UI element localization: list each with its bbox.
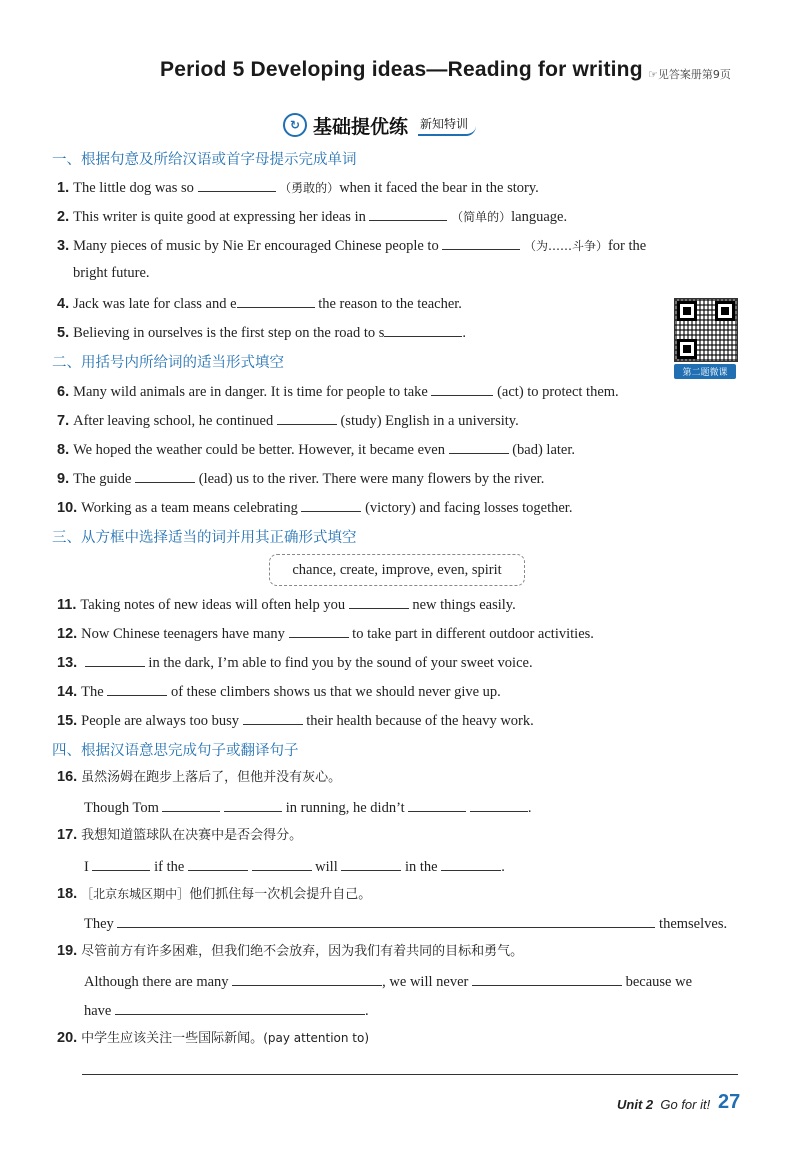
question-11: 11. Taking notes of new ideas will often help you new things easily. (57, 594, 516, 614)
question-12: 12. Now Chinese teenagers have many to take part in different outdoor activities. (57, 623, 594, 643)
footer-unit: Unit 2 Go for it! (617, 1097, 711, 1112)
answer-reference: ☞见答案册第9页 (648, 68, 731, 81)
question-8: 8. We hoped the weather could be better. However, it became even (bad) later. (57, 439, 575, 459)
question-14: 14. The of these climbers shows us that we should never give up. (57, 681, 501, 701)
question-9: 9. The guide (lead) us to the river. There were many flowers by the river. (57, 468, 544, 488)
answer-blank[interactable] (117, 913, 655, 928)
answer-blank[interactable] (135, 468, 195, 483)
qr-code-block[interactable] (674, 298, 738, 378)
question-2: 2. This writer is quite good at expressing her ideas in （简单的）language. (57, 206, 567, 226)
answer-blank[interactable] (289, 623, 349, 638)
question-4: 4. Jack was late for class and e the reason to the teacher. (57, 293, 462, 313)
question-16-answer-line: Though Tom in running, he didn’t . (84, 797, 532, 817)
question-15: 15. People are always too busy their health because of the heavy work. (57, 710, 534, 730)
answer-line-20[interactable] (82, 1074, 738, 1075)
answer-blank[interactable] (341, 856, 401, 871)
answer-blank[interactable] (232, 971, 382, 986)
answer-blank[interactable] (252, 856, 312, 871)
answer-blank[interactable] (431, 381, 493, 396)
question-10: 10. Working as a team means celebrating (victory) and facing losses together. (57, 497, 572, 517)
answer-blank[interactable] (442, 235, 520, 250)
section-banner (283, 109, 476, 141)
page-number: 27 (718, 1091, 741, 1113)
answer-blank[interactable] (301, 497, 361, 512)
answer-blank[interactable] (449, 439, 509, 454)
answer-blank[interactable] (92, 856, 150, 871)
answer-blank[interactable] (277, 410, 337, 425)
answer-blank[interactable] (115, 1000, 365, 1015)
answer-blank[interactable] (441, 856, 501, 871)
question-3: 3. Many pieces of music by Nie Er encouraged Chinese people to （为……斗争）for the (57, 235, 646, 255)
answer-blank[interactable] (384, 322, 462, 337)
question-7: 7. After leaving school, he continued (study) English in a university. (57, 410, 519, 430)
section-heading-4: 四、根据汉语意思完成句子或翻译句子 (52, 743, 299, 759)
answer-blank[interactable] (188, 856, 248, 871)
question-19-answer-line-1: Although there are many , we will never because we (84, 971, 692, 991)
qr-code-label: 第二题微课 (674, 364, 736, 379)
answer-blank[interactable] (243, 710, 303, 725)
answer-blank[interactable] (470, 797, 528, 812)
answer-blank[interactable] (349, 594, 409, 609)
question-17: 17. 我想知道篮球队在决赛中是否会得分。 (57, 827, 303, 843)
qr-code-icon[interactable] (674, 298, 738, 362)
question-source: ［北京东城区期中］ (81, 887, 190, 901)
answer-blank[interactable] (237, 293, 315, 308)
banner-subtitle: 新知特训 (418, 115, 476, 136)
question-3-continued: bright future. (73, 265, 150, 281)
word-bank-box: chance, create, improve, even, spirit (269, 554, 525, 586)
answer-blank[interactable] (162, 797, 220, 812)
answer-blank[interactable] (85, 652, 145, 667)
answer-blank[interactable] (224, 797, 282, 812)
question-18-answer-line: They themselves. (84, 913, 727, 933)
question-18: 18. ［北京东城区期中］他们抓住每一次机会提升自己。 (57, 886, 372, 902)
answer-blank[interactable] (472, 971, 622, 986)
question-19: 19. 尽管前方有许多困难，但我们绝不会放弃，因为我们有着共同的目标和勇气。 (57, 943, 524, 959)
answer-blank[interactable] (198, 177, 276, 192)
refresh-icon: ↻ (283, 113, 307, 137)
section-heading-3: 三、从方框中选择适当的词并用其正确形式填空 (52, 530, 357, 546)
banner-title: 基础提优练 (313, 115, 409, 138)
question-20: 20. 中学生应该关注一些国际新闻。(pay attention to) (57, 1030, 370, 1046)
question-16: 16. 虽然汤姆在跑步上落后了，但他并没有灰心。 (57, 769, 342, 785)
question-5: 5. Believing in ourselves is the first step on the road to s . (57, 322, 466, 342)
question-6: 6. Many wild animals are in danger. It is time for people to take (act) to protect them. (57, 381, 619, 401)
answer-blank[interactable] (408, 797, 466, 812)
section-heading-2: 二、用括号内所给词的适当形式填空 (52, 355, 284, 371)
question-1: 1. The little dog was so （勇敢的）when it faced the bear in the story. (57, 177, 539, 197)
page-title: Period 5 Developing ideas—Reading for writing (160, 58, 643, 81)
section-heading-1: 一、根据句意及所给汉语或首字母提示完成单词 (52, 152, 357, 168)
answer-blank[interactable] (369, 206, 447, 221)
answer-blank[interactable] (107, 681, 167, 696)
question-13: 13. in the dark, I’m able to find you by the sound of your sweet voice. (57, 652, 533, 672)
question-19-answer-line-2: have . (84, 1000, 369, 1020)
question-17-answer-line: I if the will in the . (84, 856, 505, 876)
